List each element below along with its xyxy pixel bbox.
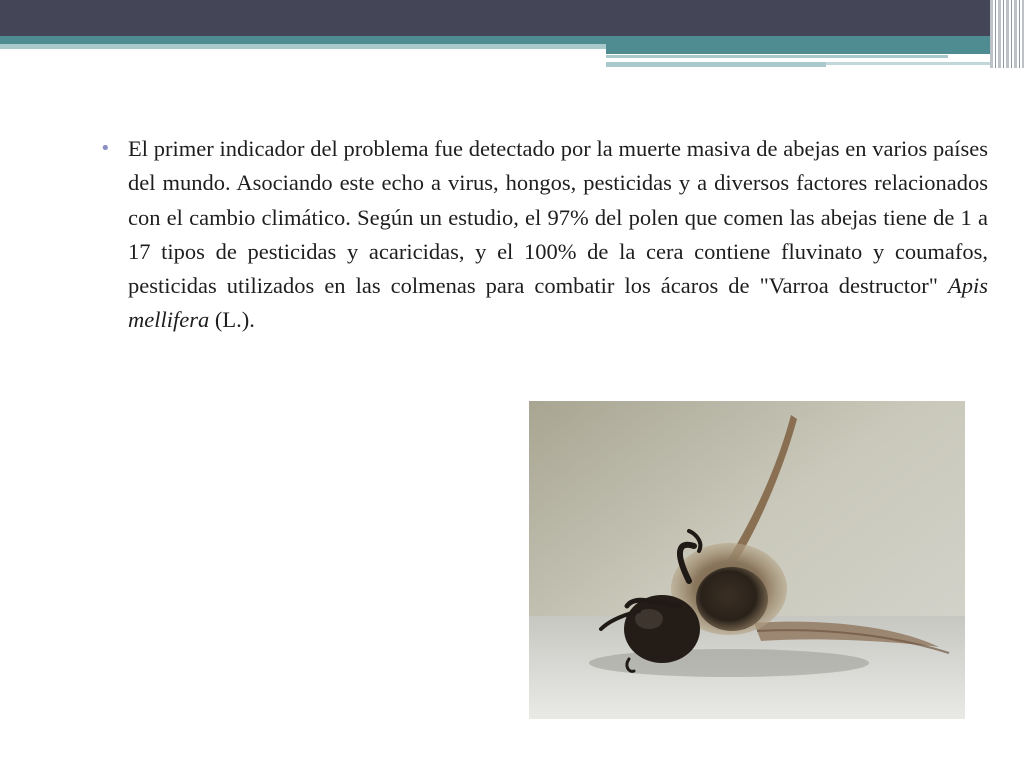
header-accent-line	[606, 62, 826, 67]
slide-body	[100, 132, 988, 338]
header-dark-band	[0, 0, 1024, 36]
bullet-paragraph	[128, 132, 988, 338]
header-light-band	[0, 44, 606, 49]
paragraph-suffix: (L.).	[209, 307, 255, 333]
header-teal-accent	[606, 44, 1024, 54]
bullet-dot-icon: •	[100, 138, 111, 159]
species-name: Apis mellifera	[128, 273, 988, 333]
header-accent-line	[606, 55, 948, 58]
header-vertical-stripes	[990, 0, 1024, 68]
header-teal-band	[0, 36, 1024, 44]
paragraph-text: El primer indicador del problema fue detectado por la muerte masiva de abejas en varios países del mundo. Asociando este echo a virus, hongos, pesticidas y a diversos factores relacionados con el cambio climático. Según un estudio, el 97% del polen que comen las abejas tiene de 1 a 17 tipos de pesticidas y acaricidas, y el 100% de la cera contiene fluvinato y coumafos, pesticidas utilizados en las colmenas para combatir los ácaros de "Varroa destructor"	[128, 136, 988, 299]
dead-bee-photo	[529, 401, 965, 719]
bullet-item	[100, 132, 988, 338]
